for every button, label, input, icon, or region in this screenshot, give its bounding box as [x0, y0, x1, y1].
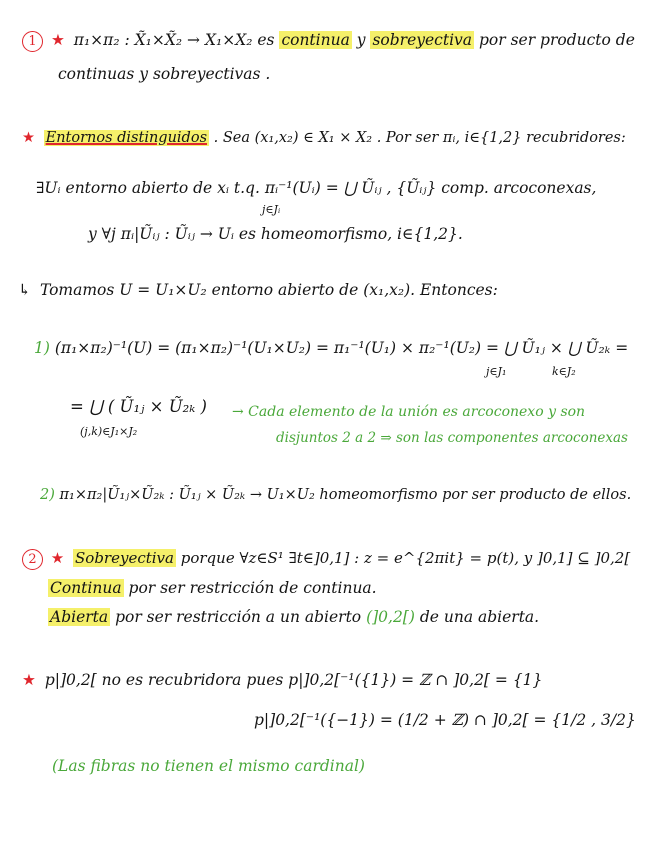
point-1-line-2: = ⋃ ( Ũ₁ⱼ × Ũ₂ₖ ): [70, 397, 207, 416]
point-1-index-j: j∈J₁: [486, 365, 507, 378]
star-icon: ★: [50, 31, 65, 49]
section-2-line-2: [48, 578, 377, 598]
down-right-arrow-icon: ↳: [18, 281, 31, 299]
section-1-line-2: continuas y sobreyectivas .: [58, 65, 271, 83]
p3-green-note: (Las fibras no tienen el mismo cardinal): [52, 757, 365, 775]
entornos-line-3: y ∀j πᵢ|Ũᵢⱼ : Ũᵢⱼ → Uᵢ es homeomorfismo, i∈{1,2}.: [88, 225, 463, 243]
highlight-entornos-distinguidos: Entornos distinguidos: [45, 130, 208, 146]
highlight-continua-2: Continua: [50, 579, 122, 597]
entornos-line-1: [22, 128, 626, 148]
highlight-sobreyectiva-2: Sobreyectiva: [75, 549, 174, 567]
point-1-union-index: (j,k)∈J₁×J₂: [80, 425, 138, 438]
point-1-green-note-2: disjuntos 2 a 2 ⇒ son las componentes arcoconexas: [276, 430, 628, 446]
highlight-abierta: Abierta: [50, 608, 109, 626]
section-1-line-1: [22, 30, 635, 52]
point-1-green-note-1: → Cada elemento de la unión es arcoconexo y son: [232, 404, 586, 420]
point-1-equation: (π₁×π₂)⁻¹(U) = (π₁×π₂)⁻¹(U₁×U₂) = π₁⁻¹(U₁) × π₂⁻¹(U₂) = ⋃ Ũ₁ⱼ × ⋃ Ũ₂ₖ =: [54, 339, 629, 357]
s2-text-c: por ser restricción a un abierto: [115, 608, 367, 626]
s2-text-a: porque ∀z∈S¹ ∃t∈]0,1] : z = e^{2πit} = p(t), y ]0,1] ⊆ ]0,2[: [180, 549, 631, 567]
section-number-1: 1: [22, 31, 43, 52]
entornos-union-index: j∈Jᵢ: [262, 203, 281, 216]
s1-text-c: por ser producto de: [478, 31, 635, 49]
p3-line-1: [22, 670, 542, 690]
star-icon: ★: [22, 130, 35, 146]
section-2-line-3: [48, 607, 539, 627]
s2-text-b: por ser restricción de continua.: [128, 579, 377, 597]
p3-line-2: p|]0,2[⁻¹({−1}) = (1/2 + ℤ) ∩ ]0,2[ = {1/2 , 3/2}: [254, 711, 636, 729]
point-2-text: π₁×π₂|Ũ₁ⱼ×Ũ₂ₖ : Ũ₁ⱼ × Ũ₂ₖ → U₁×U₂ homeomorfismo por ser producto de ellos.: [59, 487, 632, 503]
point-1-label: 1): [34, 339, 50, 357]
ent-text-a: . Sea (x₁,x₂) ∈ X₁ × X₂ . Por ser πᵢ, i∈{1,2} recubridores:: [213, 130, 626, 146]
s1-text-a: π₁×π₂ : X̃₁×X̃₂ → X₁×X₂ es: [73, 31, 280, 49]
section-2-line-1: [22, 548, 630, 570]
section-number-2: 2: [22, 549, 43, 570]
point-2-label: 2): [40, 487, 55, 503]
point-1-index-k: k∈J₂: [552, 365, 576, 378]
entornos-line-2: ∃Uᵢ entorno abierto de xᵢ t.q. πᵢ⁻¹(Uᵢ) = ⋃ Ũᵢⱼ , {Ũᵢⱼ} comp. arcoconexas,: [36, 179, 597, 197]
point-2-line: [40, 485, 631, 505]
tomamos-text: Tomamos U = U₁×U₂ entorno abierto de (x₁,x₂). Entonces:: [39, 281, 498, 299]
point-1-line-1: [34, 338, 628, 358]
s2-text-d: de una abierta.: [419, 608, 540, 626]
star-icon: ★: [22, 671, 36, 689]
star-icon: ★: [50, 549, 65, 567]
p3-text-1: p|]0,2[ no es recubridora pues p|]0,2[⁻¹({1}) = ℤ ∩ ]0,2[ = {1}: [44, 671, 543, 689]
s2-green-interval: (]0,2[): [366, 608, 415, 626]
s1-text-b: y: [356, 31, 371, 49]
highlight-sobreyectiva: sobreyectiva: [372, 31, 473, 49]
tomamos-line: [18, 280, 498, 300]
highlight-continua: continua: [281, 31, 350, 49]
